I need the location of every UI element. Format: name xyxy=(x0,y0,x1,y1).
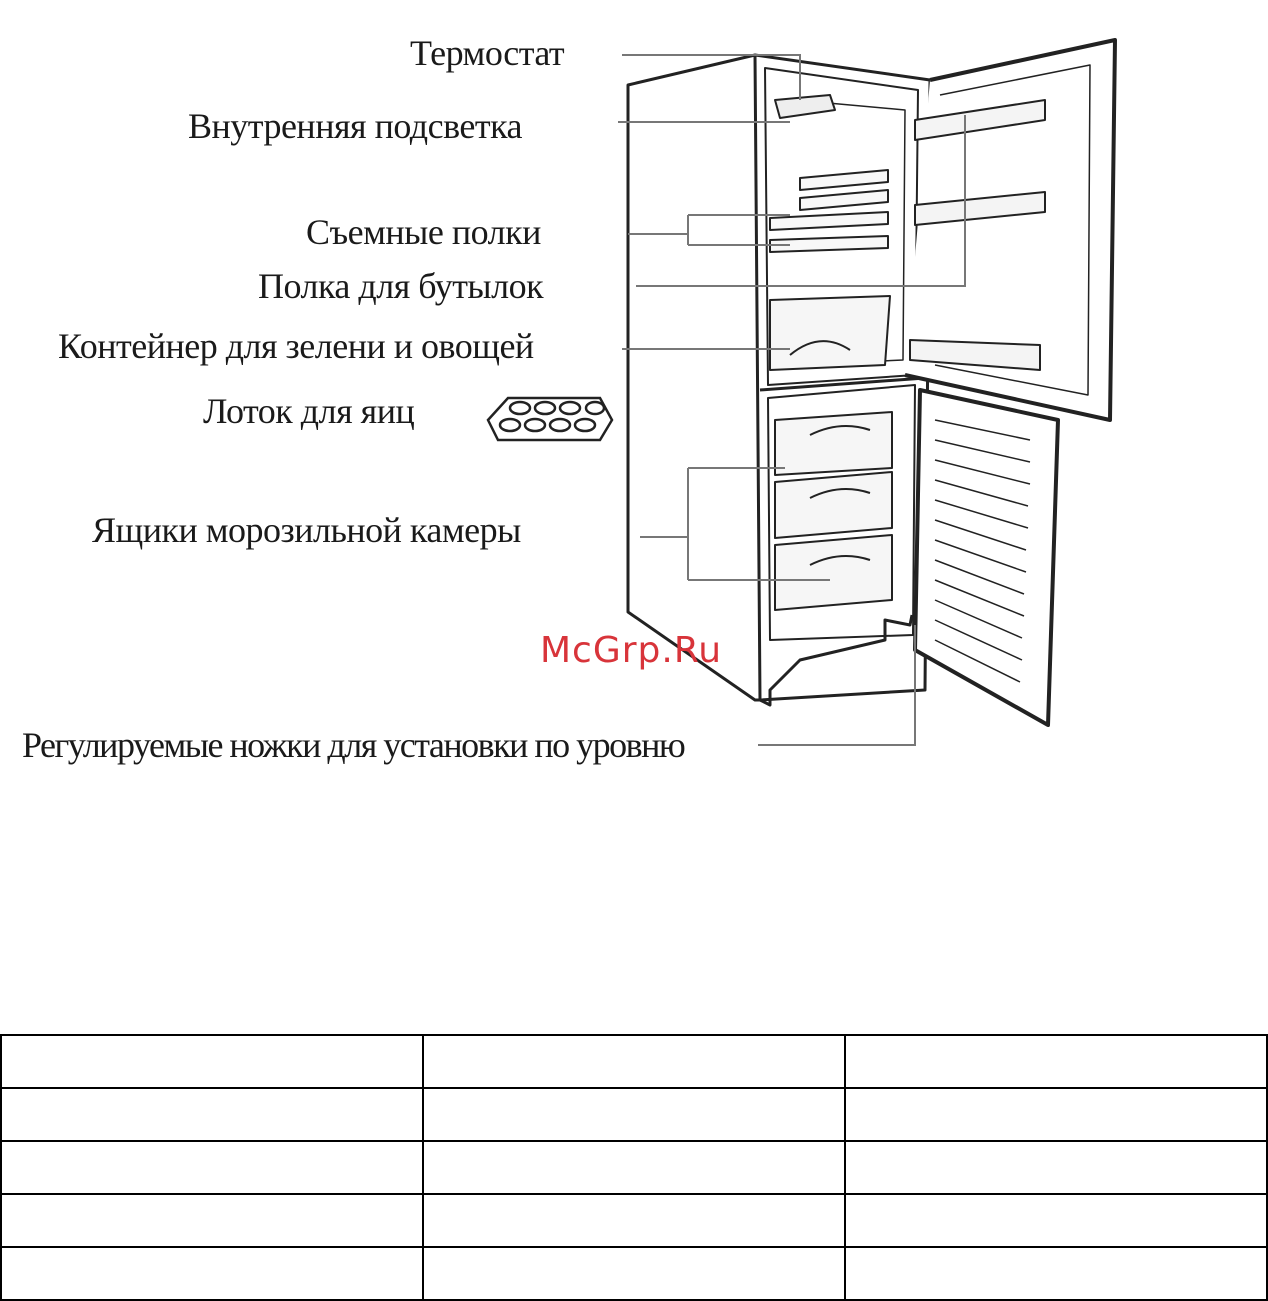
egg-tray-illustration xyxy=(488,398,612,440)
label-egg-tray: Лоток для яиц xyxy=(203,391,415,431)
table-cell xyxy=(1,1141,423,1194)
cabinet-side xyxy=(628,55,760,700)
label-interior-light: Внутренняя подсветка xyxy=(188,106,523,146)
table-cell xyxy=(845,1194,1267,1247)
empty-table xyxy=(0,1034,1268,1301)
table-cell xyxy=(845,1247,1267,1300)
table-row xyxy=(1,1247,1267,1300)
label-vegetable-container: Контейнер для зелени и овощей xyxy=(58,326,534,366)
label-removable-shelves: Съемные полки xyxy=(306,212,541,252)
label-thermostat: Термостат xyxy=(410,33,565,73)
table-cell xyxy=(845,1141,1267,1194)
table-cell xyxy=(423,1141,845,1194)
watermark: McGrp.Ru xyxy=(540,630,723,671)
label-bottle-shelf: Полка для бутылок xyxy=(258,266,544,306)
table-row xyxy=(1,1088,1267,1141)
table-row xyxy=(1,1035,1267,1088)
table-cell xyxy=(1,1194,423,1247)
table-row xyxy=(1,1194,1267,1247)
table-cell xyxy=(845,1035,1267,1088)
table-cell xyxy=(423,1088,845,1141)
table-cell xyxy=(1,1247,423,1300)
table-row xyxy=(1,1141,1267,1194)
label-freezer-drawers: Ящики морозильной камеры xyxy=(92,510,521,550)
table-cell xyxy=(423,1035,845,1088)
table-cell xyxy=(1,1088,423,1141)
table-cell xyxy=(423,1194,845,1247)
label-adjustable-feet: Регулируемые ножки для установки по уровню xyxy=(22,725,685,765)
table-cell xyxy=(423,1247,845,1300)
table-cell xyxy=(1,1035,423,1088)
table-cell xyxy=(845,1088,1267,1141)
